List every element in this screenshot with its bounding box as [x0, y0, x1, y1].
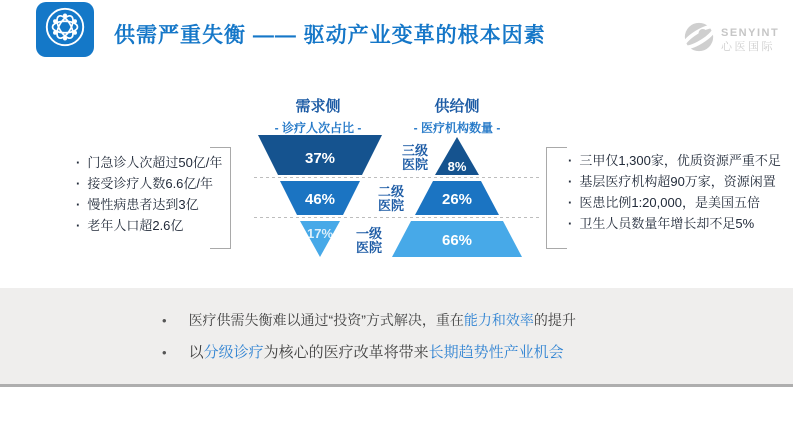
conclusion-line-1 — [0, 310, 793, 330]
logo-text-en: SENYINT — [721, 26, 780, 39]
list-item: · 医患比例1:20,000，是美国五倍 — [568, 192, 781, 213]
list-item: · 基层医疗机构超90万家，资源闲置 — [568, 171, 781, 192]
bullet-icon: • — [162, 345, 167, 360]
list-item: · 慢性病患者达到3亿 — [76, 194, 222, 215]
page-title: 供需严重失衡 —— 驱动产业变革的根本因素 — [114, 24, 546, 47]
list-item: · 三甲仅1,300家，优质资源严重不足 — [568, 150, 781, 171]
supply-side-header — [389, 95, 525, 136]
list-item: · 门急诊人次超过50亿/年 — [76, 152, 222, 173]
demand-value-tier3: 37% — [304, 150, 336, 167]
supply-value-tier2: 26% — [441, 191, 473, 208]
demand-value-tier1: 17% — [306, 226, 334, 241]
logo-text-cn: 心医国际 — [721, 40, 775, 53]
supply-value-tier3: 8% — [447, 159, 467, 174]
right-box-bracket — [546, 147, 567, 249]
level-label-tier1: 一级 医院 — [355, 226, 382, 255]
swirl-logo-icon — [682, 20, 716, 59]
level-label-tier3: 三级 医院 — [401, 143, 428, 172]
supply-title: 供给侧 — [434, 98, 480, 115]
conclusion-text-1: 医疗供需失衡难以通过“投资”方式解决，重在能力和效率的提升 — [188, 312, 576, 328]
atom-icon — [42, 4, 88, 55]
list-item: · 卫生人员数量年增长却不足5% — [568, 213, 781, 234]
supply-subtitle: - 医疗机构数量 - — [413, 121, 501, 135]
supply-stats-list — [568, 150, 781, 234]
conclusion-text-2: 以分级诊疗为核心的医疗改革将带来长期趋势性产业机会 — [188, 344, 564, 361]
demand-subtitle: - 诊疗人次占比 - — [274, 121, 362, 135]
bullet-icon: • — [162, 313, 167, 328]
conclusion-panel — [0, 288, 793, 387]
slide-logo-tile — [36, 2, 94, 57]
level-label-tier2: 二级 医院 — [377, 184, 404, 213]
company-logo — [682, 20, 779, 59]
demand-stats-list — [76, 152, 222, 236]
demand-side-header — [250, 95, 386, 136]
demand-title: 需求侧 — [295, 98, 341, 115]
list-item: · 老年人口超2.6亿 — [76, 215, 222, 236]
list-item: · 接受诊疗人数6.6亿/年 — [76, 173, 222, 194]
conclusion-line-2 — [0, 341, 793, 362]
left-box-bracket — [210, 147, 231, 249]
demand-value-tier2: 46% — [304, 191, 336, 208]
supply-value-tier1: 66% — [441, 232, 473, 249]
